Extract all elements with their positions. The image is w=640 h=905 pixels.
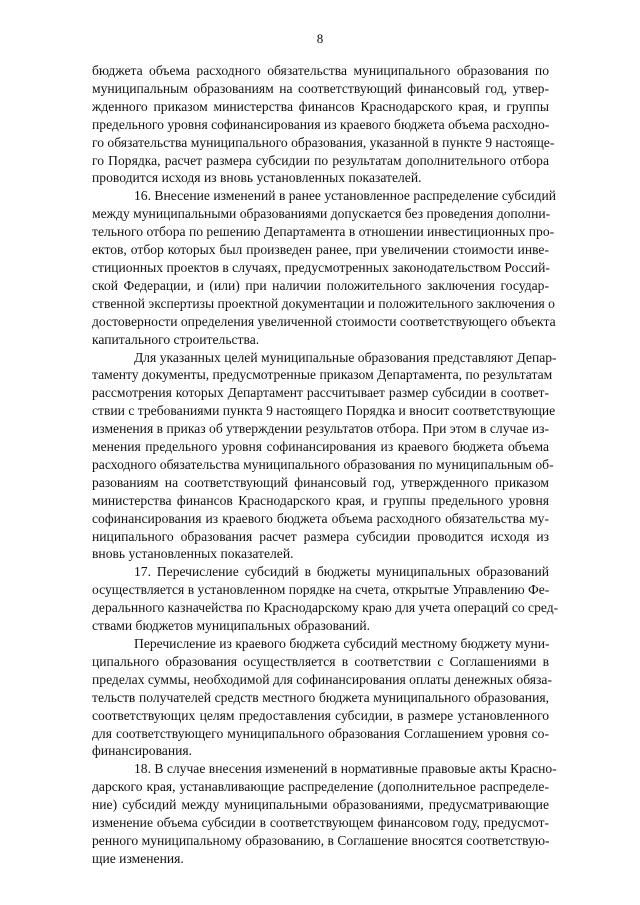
paragraph	[92, 635, 552, 760]
text-line: жденного приказом министерства финансов Краснодарского края, и группы	[92, 98, 549, 114]
text-line: ние) субсидий между муниципальными образованиями, предусматривающие	[92, 797, 549, 813]
text-line: ниципального образования расчет размера субсидии проводится исходя из	[92, 528, 549, 544]
text-line: осуществляется в установленном порядке на счета, открытые Управлению Фе-	[92, 582, 550, 598]
text-line: для соответствующего муниципального образования Соглашением уровня со-	[92, 725, 549, 741]
text-line: ственной экспертизы проектной документации и положительного заключения о	[92, 295, 555, 311]
text-line: таменту документы, предусмотренные приказом Департамента, по результатам	[92, 367, 553, 383]
text-line: вновь установленных показателей.	[92, 546, 294, 562]
text-line: 16. Внесение изменений в ранее установленное распределение субсидий	[134, 188, 557, 204]
text-line: го обязательства муниципального образования, указанной в пункте 9 настояще-	[92, 134, 555, 150]
text-line: предельного уровня софинансирования из краевого бюджета объема расходно-	[92, 116, 550, 132]
text-line: проводится исходя из вновь установленных показателей.	[92, 170, 422, 186]
paragraph	[92, 760, 557, 867]
text-line: менения предельного уровня софинансирования из краевого бюджета объема	[92, 439, 549, 455]
text-line: бюджета объема расходного обязательства муниципального образования по	[92, 63, 549, 78]
text-line: между муниципальными образованиями допускается без проведения дополни-	[92, 206, 551, 222]
text-line: изменение объема субсидии в соответствующем финансовом году, предусмот-	[92, 815, 549, 831]
text-line: изменения в приказ об утверждении результатов отбора. При этом в случае из-	[92, 421, 549, 437]
text-line: ской Федерации, и (или) при наличии положительного заключения государ-	[92, 277, 549, 293]
text-line: ципального образования осуществляется в соответствии с Соглашениями в	[92, 653, 549, 669]
text-line: соответствующих целям предоставления субсидии, в размере установленного	[92, 707, 549, 723]
text-line: стиционных проектов в случаях, предусмотренных законодательством Россий-	[92, 259, 550, 275]
text-line: тельного отбора по решению Департамента в отношении инвестиционных про-	[92, 224, 555, 240]
text-line: расходного обязательства муниципального образования по муниципальным об-	[92, 456, 554, 472]
text-line: деральнного казначейства по Краснодарскому краю для учета операций со сред-	[92, 600, 559, 616]
text-line: муниципальным образованиям на соответствующий финансовый год, утвер-	[92, 80, 549, 96]
document-body	[92, 62, 559, 868]
text-line: дарского края, устанавливающие распределение (дополнительное распределе-	[92, 779, 549, 795]
text-line: го Порядка, расчет размера субсидии по результатам дополнительного отбора	[92, 152, 549, 168]
paragraph	[92, 349, 557, 564]
text-line: ренного муниципальному образованию, в Соглашение вносятся соответствую-	[92, 832, 550, 848]
text-line: ствами бюджетов муниципальных образований.	[92, 618, 371, 634]
text-line: ствии с требованиями пункта 9 настоящего Порядка и вносит соответствующие	[92, 403, 556, 419]
text-line: достоверности определения увеличенной стоимости соответствующего объекта	[92, 313, 556, 329]
text-line: тельств получателей средств местного бюджета муниципального образования,	[92, 689, 549, 705]
text-line: 18. В случае внесения изменений в нормативные правовые акты Красно-	[134, 761, 557, 777]
text-line: финансирования.	[92, 743, 193, 759]
text-line: разованиям на соответствующий финансовый год, утвержденного приказом	[92, 474, 549, 490]
text-line: щие изменения.	[92, 850, 184, 866]
paragraph	[92, 62, 555, 187]
paragraph	[92, 563, 559, 635]
text-line: министерства финансов Краснодарского края, и группы предельного уровня	[92, 492, 549, 508]
page-number: 8	[316, 31, 324, 46]
text-line: ектов, отбор которых был произведен ранее, при увеличении стоимости инве-	[92, 242, 549, 258]
text-line: Для указанных целей муниципальные образования представляют Депар-	[134, 349, 557, 365]
paragraph	[92, 187, 557, 348]
text-line: капитального строительства.	[92, 331, 260, 347]
text-line: 17. Перечисление субсидий в бюджеты муниципальных образований	[134, 564, 549, 580]
text-line: рассмотрения которых Департамент рассчитывает размер субсидии в соответ-	[92, 385, 549, 401]
text-line: Перечисление из краевого бюджета субсидий местному бюджету муни-	[134, 636, 550, 651]
text-line: пределах суммы, необходимой для софинансирования оплаты денежных обяза-	[92, 671, 552, 687]
text-line: софинансирования из краевого бюджета объема расходного обязательства му-	[92, 510, 549, 526]
